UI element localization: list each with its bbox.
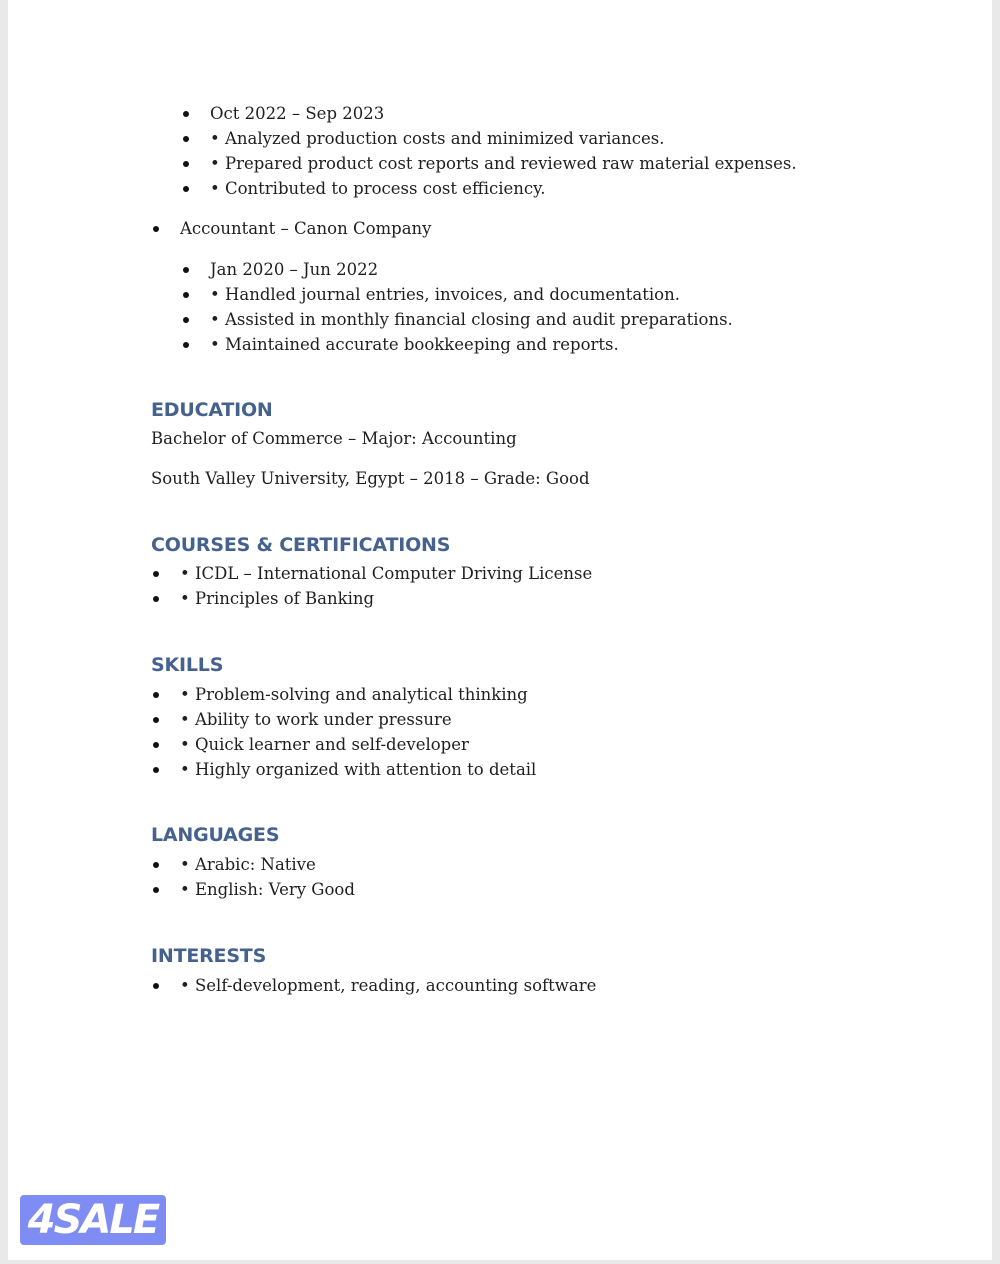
list-item: • Problem-solving and analytical thinking — [180, 682, 536, 707]
list-item: Oct 2022 – Sep 2023 — [210, 101, 797, 126]
job1-details-list — [210, 101, 797, 201]
list-item: • Maintained accurate bookkeeping and reports. — [210, 332, 733, 357]
skills-list — [180, 682, 536, 782]
courses-heading: COURSES & CERTIFICATIONS — [151, 534, 451, 556]
list-item: • Principles of Banking — [180, 586, 592, 611]
resume-page — [8, 0, 992, 1260]
list-item: • Self-development, reading, accounting software — [180, 973, 596, 998]
skills-heading: SKILLS — [151, 654, 224, 676]
list-item: • Highly organized with attention to detail — [180, 757, 536, 782]
list-item: • Prepared product cost reports and reviewed raw material expenses. — [210, 151, 797, 176]
list-item: • Contributed to process cost efficiency. — [210, 176, 797, 201]
education-university: South Valley University, Egypt – 2018 – Grade: Good — [151, 469, 590, 488]
job2-details-list — [210, 257, 733, 357]
list-item: Jan 2020 – Jun 2022 — [210, 257, 733, 282]
list-item: • Assisted in monthly financial closing and audit preparations. — [210, 307, 733, 332]
education-heading: EDUCATION — [151, 399, 273, 421]
job2-list — [180, 216, 432, 241]
list-item: • Arabic: Native — [180, 852, 355, 877]
interests-list — [180, 973, 596, 998]
list-item: • ICDL – International Computer Driving License — [180, 561, 592, 586]
education-degree: Bachelor of Commerce – Major: Accounting — [151, 429, 517, 448]
courses-list — [180, 561, 592, 611]
list-item: • Handled journal entries, invoices, and documentation. — [210, 282, 733, 307]
languages-list — [180, 852, 355, 902]
list-item: • Ability to work under pressure — [180, 707, 536, 732]
interests-heading: INTERESTS — [151, 945, 267, 967]
list-item: • Analyzed production costs and minimized variances. — [210, 126, 797, 151]
job2-title: Accountant – Canon Company — [180, 216, 432, 241]
4sale-watermark-logo: 4SALE — [20, 1195, 166, 1245]
list-item: • Quick learner and self-developer — [180, 732, 536, 757]
languages-heading: LANGUAGES — [151, 824, 280, 846]
list-item: • English: Very Good — [180, 877, 355, 902]
